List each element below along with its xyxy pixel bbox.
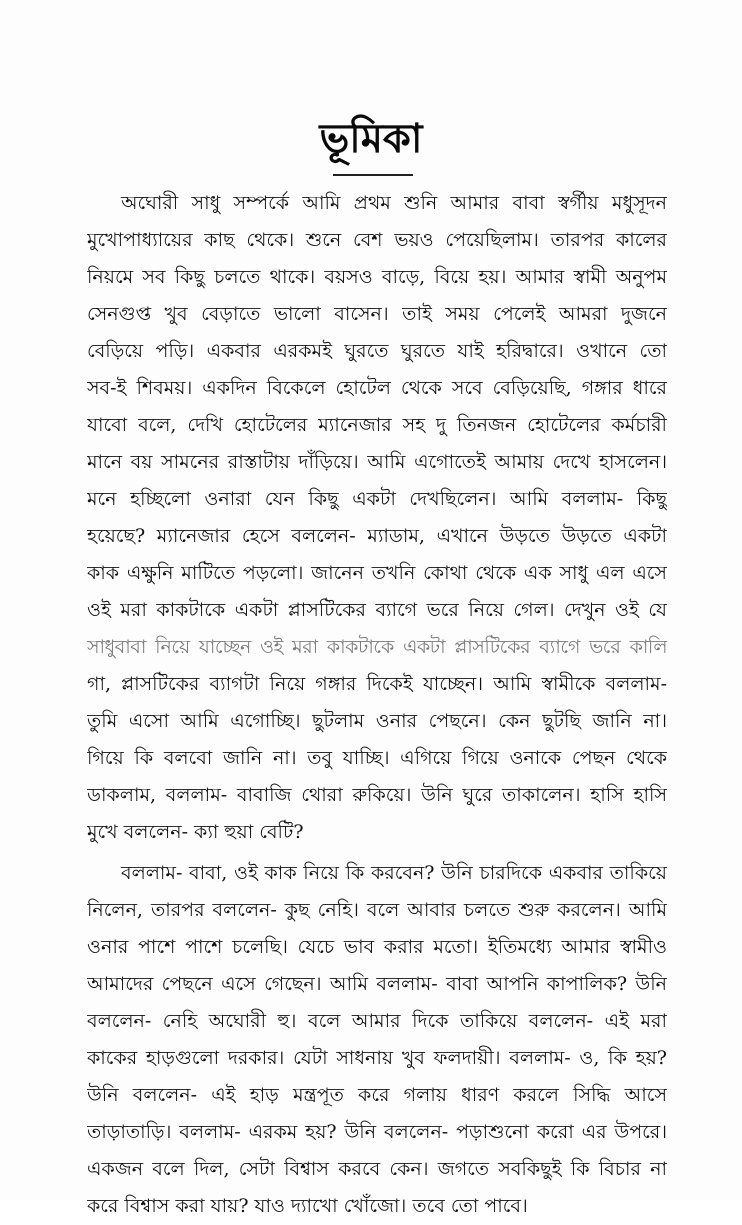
paragraph-1 [87,185,667,851]
text-line: মানে বয় সামনের রাস্তাটায় দাঁড়িয়ে। আমি এগোতেই আমায় দেখে হাসলেন। [87,451,667,473]
text-line: ওনার পাশে পাশে চলেছি। যেচে ভাব করার মতো। ইতিমধ্যে আমার স্বামীও [87,936,667,958]
text-line: সেনগুপ্ত খুব বেড়াতে ভালো বাসেন। তাই সময় পেলেই আমরা দুজনে [87,303,667,325]
text-line: গিয়ে কি বলবো জানি না। তবু যাচ্ছি। এগিয়ে গিয়ে ওনাকে পেছন থেকে [87,747,667,769]
text-line: অঘোরী সাধু সম্পর্কে আমি প্রথম শুনি আমার বাবা স্বর্গীয় মধুসূদন [121,192,667,214]
text-line: নিয়মে সব কিছু চলতে থাকে। বয়সও বাড়ে, বিয়ে হয়। আমার স্বামী অনুপম [87,266,667,288]
text-line: বেড়িয়ে পড়ি। একবার এরকমই ঘুরতে ঘুরতে যাই হরিদ্বারে। ওখানে তো [87,340,667,362]
text-line: করে বিশ্বাস করা যায়? যাও দ্যাখো খোঁজো। তবে তো পাবে। [87,1195,528,1217]
text-line: কাকের হাড়গুলো দরকার। যেটা সাধনায় খুব ফলদায়ী। বললাম- ও, কি হয়? [87,1047,667,1069]
text-line: ডাকলাম, বললাম- বাবাজি থোরা রুকিয়ে। উনি ঘুরে তাকালেন। হাসি হাসি [87,784,667,806]
text-line: মুখে বললেন- ক্যা হুয়া বেটি? [87,821,304,843]
text-line: নিলেন, তারপর বললেন- কুছ নেহি। বলে আবার চলতে শুরু করলেন। আমি [87,899,667,921]
title-container [0,112,742,166]
text-line: ওই মরা কাকটাকে একটা প্লাসটিকের ব্যাগে ভরে নিয়ে গেল। দেখুন ওই যে [87,599,667,621]
text-line: যাবো বলে, দেখি হোটেলের ম্যানেজার সহ দু তিনজন হোটেলের কর্মচারী [87,414,667,436]
preface-body [87,185,667,1225]
text-line-faded: সাধুবাবা নিয়ে যাচ্ছেন ওই মরা কাকটাকে একটা প্লাসটিকের ব্যাগে ভরে কালি [87,636,667,658]
text-line: হয়েছে? ম্যানেজার হেসে বললেন- ম্যাডাম, এখানে উড়তে উড়তে একটা [87,525,667,547]
text-line: তাড়াতাড়ি। বললাম- এরকম হয়? উনি বললেন- পড়াশুনো করো এর উপরে। [87,1121,667,1143]
text-line: সব-ই শিবময়। একদিন বিকেলে হোটেল থেকে সবে বেড়িয়েছি, গঙ্গার ধারে [87,377,667,399]
text-line: গা, প্লাসটিকের ব্যাগটা নিয়ে গঙ্গার দিকেই যাচ্ছেন। আমি স্বামীকে বললাম- [87,673,667,695]
text-line: মুখোপাধ্যায়ের কাছ থেকে। শুনে বেশ ভয়ও পেয়েছিলাম। তারপর কালের [87,229,667,251]
paragraph-2 [87,855,667,1225]
page-title: ভূমিকা [319,116,423,162]
text-line: মনে হচ্ছিলো ওনারা যেন কিছু একটা দেখছিলেন। আমি বললাম- কিছু [87,488,667,510]
text-line: কাক এক্ষুনি মাটিতে পড়লো। জানেন তখনি কোথা থেকে এক সাধু এল এসে [87,562,667,584]
text-line: উনি বললেন- এই হাড় মন্ত্রপূত করে গলায় ধারণ করলে সিদ্ধি আসে [87,1084,667,1106]
text-line: বললাম- বাবা, ওই কাক নিয়ে কি করবেন? উনি চারদিকে একবার তাকিয়ে [121,862,667,884]
text-line: তুমি এসো আমি এগোচ্ছি। ছুটলাম ওনার পেছনে। কেন ছুটছি জানি না। [87,710,667,732]
text-line: আমাদের পেছনে এসে গেছেন। আমি বললাম- বাবা আপনি কাপালিক? উনি [87,973,667,995]
text-line: বললেন- নেহি অঘোরী হু। বলে আমার দিকে তাকিয়ে বললেন- এই মরা [87,1010,667,1032]
text-line: একজন বলে দিল, সেটা বিশ্বাস করবে কেন। জগতে সবকিছুই কি বিচার না [87,1158,667,1180]
title-underline [333,174,413,176]
